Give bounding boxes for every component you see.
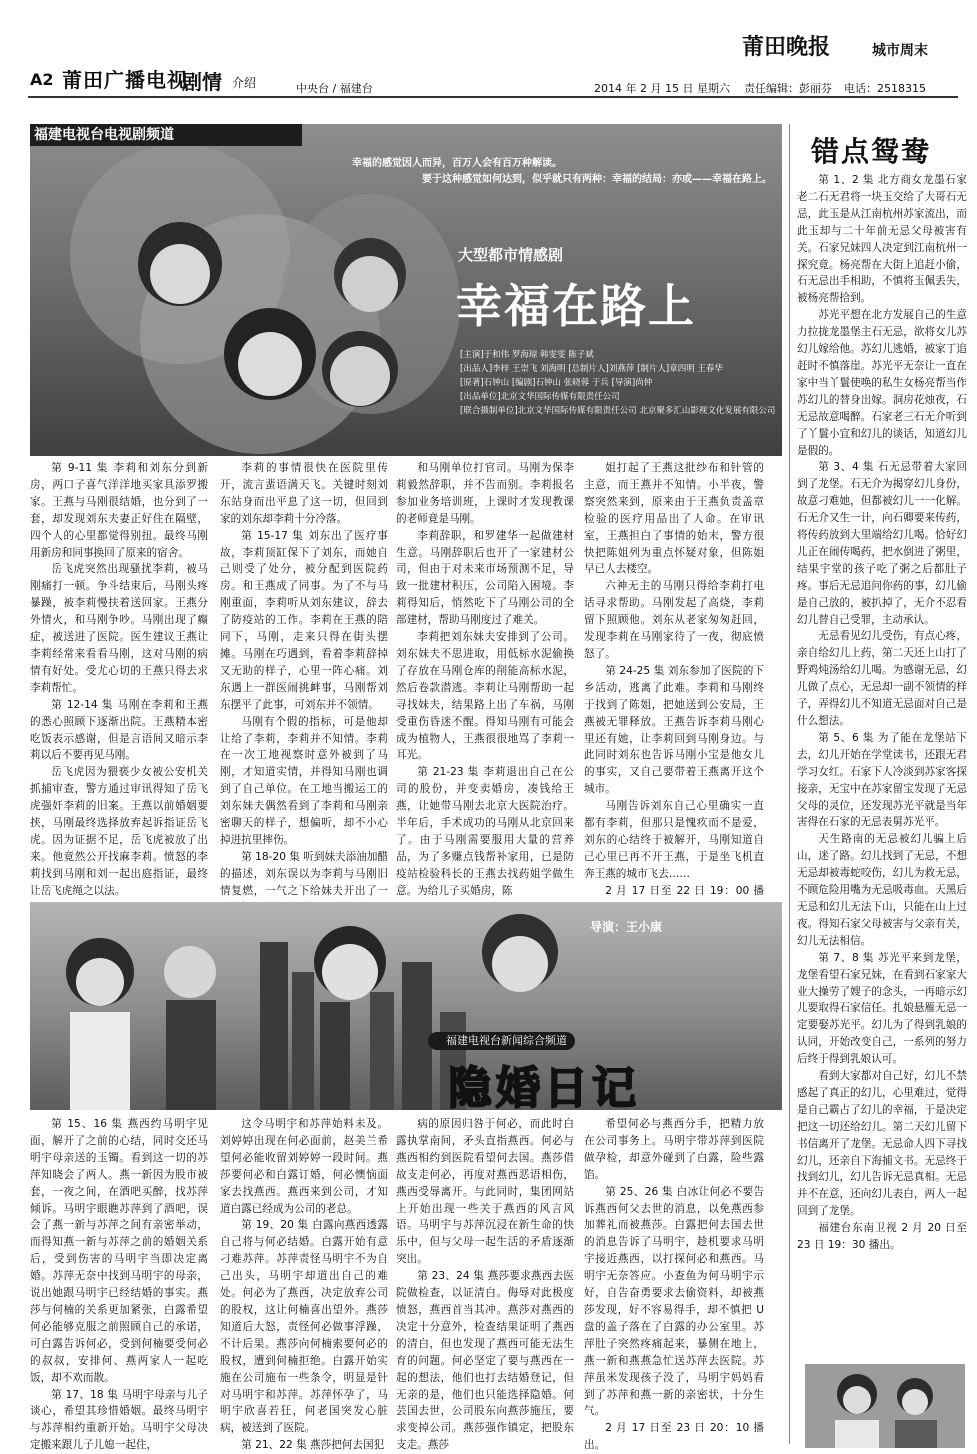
paragraph: 2 月 17 日至 22 日 19：00 播: [584, 883, 764, 917]
paragraph: 第 15、16 集 燕西约马明宇见面，解开了之前的心结，同时交还马明宇母亲送的玉镯。看到这一切的苏萍知晓会了两人。燕一新因为股市被套，一夜之间，在酒吧买醉，找苏萍倾诉。马明宇眼瞧苏萍到了酒吧，误会了燕一新与苏萍之间有亲密举动，而得知燕一新与苏萍之前的婚姻关系后，受到伤害的马明宇当即决定离婚。苏萍无奈中找到马明宇的母亲，说出她跟马明宇已经结婚的事实。燕莎与何楠的关系更加紧张，白露希望何必能够克服之前照顾自己的承诺，可白露告诉何必，受到何楠要受何必的叔叔，安排何、燕两家人一起吃饭，却不欢而散。: [30, 1116, 208, 1387]
paragraph: 苏光平想在北方发展自己的生意力拉拢龙墨堡主石无忌，欲将女儿苏幻儿嫁给他。苏幻儿逃婚，被家丁追赶时不慎落崖。苏光平无奈让一直在家中当丫鬟使唤的私生女杨亮帮当作苏幻儿的替身出嫁。洞房花烛夜，石无忌故意喝醉。石家老三石无介听到了丫鬟小宜和幻儿的谈话，知道幻儿是假的。: [797, 307, 967, 459]
article1-column: [584, 460, 764, 880]
page-number: A2: [30, 70, 54, 89]
paragraph: 第 21、22 集 燕莎把何去国犯: [220, 1437, 388, 1454]
paragraph: 看到大家都对自己好，幻儿不禁感起了真正的幻儿，心里难过，觉得是自己霸占了幻儿的幸福，于是决定把这一切还给幻儿。第二天幻儿留下书信离开了龙堡。无忌命人四下寻找幻儿，还亲自下海捕文书。无忌终于找到幻儿，幻儿告诉无忌真相。无忌并不在意，还向幻儿表白，两人一起回到了龙堡。: [797, 1068, 967, 1220]
paragraph: 病的原因归咎于何必，而此时白露执掌南间，矛头直指燕西。何必与燕西相约到医院看望何去国。燕莎借故支走何必，再度对燕西恶语相伤，燕西受辱离开。与此同时，集团网站上开始出现一些关于燕西的风言风语。马明宇与苏萍沉浸在新生命的快乐中，但与父母一起生活的矛盾逐渐突出。: [396, 1116, 574, 1268]
paragraph: 姐打起了王燕这批纱布和针管的主意，而王燕并不知情。小半夜，警察突然来到，原来由于王燕负责盖章检验的医疗用品出了人命。在审讯室，王燕担白了事情的始末，警方很快把陈姐列为重点怀疑对象，但陈姐早已人去楼空。: [584, 460, 764, 578]
sidebar-photo: [805, 1364, 965, 1448]
credit-line: [原著]石钟山 [编剧]石钟山 张晓蓉 于兵 [导演]尚钟: [460, 376, 775, 390]
paragraph: 第 21-23 集 李莉退出自己在公司的股份，并变卖婚房，凑钱给王燕，让她带马刚去北京大医院治疗。半年后，手术成功的马刚从北京回来了。由于马刚需要服用大量的营养品，为了多赚点钱帮补家用，已是防疫站检验科长的王燕去找药姐学做生意。为给儿子买婚房，陈: [396, 764, 574, 899]
paragraph: 第 1、2 集 北方商女龙墨石家老二石无君将一块玉交给了大哥石无忌，此玉是从江南杭州苏家流出，而此玉却与二十年前无忌父母被害有关。石家兄妹四人决定到江南杭州一探究竟。杨亮帮在大街上追赶小偷，石无忌出手相助，不慎将玉佩丢失，被杨亮帮拾到。: [797, 172, 967, 307]
paragraph: 第 24-25 集 刘东参加了医院的下乡活动，逃离了此难。李莉和马刚终于找到了陈姐，把她送到公安局，王燕被无罪释放。王燕告诉李莉马刚心里还有她，让李莉回到马刚身边。与此同时刘东也告诉马刚小宝是他女儿的事实，又自己要带着王燕离开这个城市。: [584, 663, 764, 798]
paragraph: 第 25、26 集 白冰让何必不要告诉燕西何父去世的消息，以免燕西参加葬礼而被燕莎。白露把何去国去世的消息告诉了马明宇，趁机要求马明宇接近燕西，以打探何必和燕西。马明宇无奈答应。小查鱼为何马明宇示好，自告奋勇要求去偷资料，却被燕莎发现，好不容易得手，却不慎把 U 盘的盖子落在了白露的办公室里。苏萍肚子突然疼痛起来，暴侧在地上，燕一新和燕燕急忙送苏萍去医院。苏萍虽米发现孩子没了，马明宇妈妈看到了苏萍和燕一新的亲密状，十分生气。: [584, 1184, 764, 1421]
paragraph: 福建台东南卫视 2 月 20 日至 23 日 19：30 播出。: [797, 1220, 967, 1254]
genre: 大型都市情感剧: [458, 244, 563, 265]
article2-column: [584, 1116, 764, 1446]
credit-line: [出品人]李梓 王崇飞 刘海明 [总制片人]刘燕萍 [制片人]章四明 王春华: [460, 362, 775, 376]
paragraph: 马刚有个假的指标，可是他却让给了李莉，李莉并不知情。李莉在一次工地视察时意外被到了马刚，才知道实情，并得知马刚也调到了自己单位。在工地当搬运工的刘东妹夫偶然看到了李莉和马刚亲密聊天的样子，想偏听，却不小心掉进抗里摔伤。: [220, 714, 388, 849]
section-subtitle: 介绍: [232, 74, 256, 91]
paragraph: 第 7、8 集 苏光平来到龙堡，龙堡看望石家兄妹，在看到石家家大业大操劳了嫂子的念头，一再暗示幻儿要取得石家信任。扎娘悬雁无忌一定要娶苏光平。幻儿为了得到乳娘的认同，开始改变自己，一系列的努力后终于得到乳娘认可。: [797, 950, 967, 1068]
paragraph: 第 18-20 集 听到妹夫添油加醋的描述，刘东误以为李莉与马刚旧情复燃，一气之下给妹夫开出了一: [220, 849, 388, 917]
paragraph: 2 月 17 日至 23 日 20：10 播出。: [584, 1420, 764, 1454]
phone: 电话：2518315: [844, 80, 926, 96]
article1-column: [220, 460, 388, 880]
paragraph: 这令马明宇和苏萍始料未及。刘婷婷出现在何必面前，赵美兰希望何必能收留刘婷婷一段时间。燕莎要何必和白露订婚，何必懊恼面家去找燕西。燕西来到公司，才知道白露已经成为公司的老总。: [220, 1116, 388, 1217]
channel-tag: 福建电视台电视剧频道: [30, 124, 302, 146]
paragraph: 李莉的事情很快在医院里传开，流言蜚语满天飞。关键时刻刘东站身而出平息了这一切，但回到家的刘东却李莉十分冷落。: [220, 460, 388, 528]
article2-column: [220, 1116, 388, 1446]
tagline-2: 要于这种感觉如何达到，似乎就只有两种：幸福的结局：亦或——幸福在路上。: [422, 170, 772, 185]
paragraph: 希望何必与燕西分手，把精力放在公司事务上。马明宇带苏萍到医院做孕检，却意外碰到了白露，险些露馅。: [584, 1116, 764, 1184]
tagline-1: 幸福的感觉因人而异，百万人会有百万种解读。: [352, 154, 562, 169]
paragraph: 无忌看见幻儿受伤，有点心疼，亲自给幻儿上药，第二天还上山打了野鸡炖汤给幻儿喝。为感谢无忌，幻儿做了点心，无忌却一副不领情的样子，弄得幻儿不知道无忌面对自己是什么想法。: [797, 628, 967, 729]
paragraph: 第 15-17 集 刘东出了医疗事故，李莉顶缸保下了刘东，而她自己则受了处分，被分配到医院药房。和王燕成了同事。为了不与马刚重面，李莉听从刘东建议，辞去了防疫站的工作。李莉在王燕的陪同下，马刚，走来只得在街头摆摊。马刚在巧遇到，看着李莉辞掉又无助的样子，心里一阵心痛。刘东遇上一群医闹挑衅事，马刚帮刘东摆平了此事，可刘东并不领情。: [220, 528, 388, 714]
sidebar-title: 错点鸳鸯: [811, 130, 931, 170]
paragraph: 第 17、18 集 马明宇母亲与儿子谈心，希望其珍惜婚姻。最终马明宇与苏萍相约重新开始。马明宇父母决定搬来跟儿子儿媳一起住，: [30, 1387, 208, 1454]
paragraph: 第 23、24 集 燕莎要求燕西去医院做检查，以证清白。侮辱对此极度愤怒，燕西首当其冲。燕莎对燕西的决定十分意外，检查结果证明了燕西的清白，但也发现了燕西可能无法生育的问题。何必坚定了要与燕西在一起的想法，他们也打去结婚登记，但无亲的是，他们也只能选择隐婚。何芸国去世，公司股东向燕莎施压，要求变掉公司。燕莎强作镇定，把股东支走。燕莎: [396, 1268, 574, 1454]
paragraph: 第 3、4 集 石无忌带着大家回到了龙堡。石无介为揭穿幻儿身份，故意刁难她，但都被幻儿一一化解。石无介又生一计，向石卿要来传药，将传药放到大里端给幻儿喝。恰好幻儿正在闹传喝药，把水倒进了粥里，结果宇堂的孩子吃了粥之后都肚子疼。事后无忌追问你药的事，幻儿偷是自己放的，被扒掉了，无介不忍看幻儿替自己受罪，主动承认。: [797, 459, 967, 628]
paragraph: 马刚告诉刘东自己心里确实一直都有李莉，但那只是愧疚而不是爱，刘东的心结终于被解开，马刚知道自己心里已再不开王燕，于是坐飞机直奔王燕的城市飞去……: [584, 798, 764, 883]
channels: 中央台 / 福建台: [296, 80, 373, 96]
brand-side: 城市周末: [872, 40, 928, 60]
article2-column: [30, 1116, 208, 1446]
channel-tag-2: 福建电视台新闻综合频道: [428, 1032, 575, 1050]
paragraph: 第 19、20 集 白露向燕西透露自己将与何必结婚。白露开始有意刁难苏萍。苏萍责怪马明宇不为自己出头，马明宇却道出自己的难处。何必为了燕西，决定放弃公司的股权，这让何楠喜出望外。燕莎知道后大怒，责怪何必做事浮躁，不计后果。燕莎向何楠索要何必的股权，遭到何楠拒绝。白露开始实施在公司施布一些条令，明显是针对马明宇和苏萍。苏萍怀孕了，马明宇欣喜若狂，何老国突发心脏病，被送到了医院。: [220, 1217, 388, 1437]
paragraph: 岳飞虎突然出现骚扰李莉，被马刚痛打一顿。争斗结束后，马刚头疼暴躁，被李莉慢扶着送回家。王燕分外情火，和马刚争吵。马刚出现了癫症，被送进了医院。医生建议王燕让李莉经常来看看马刚，这对马刚的病情有好处。受尤心切的王燕只得去求李莉帮忙。: [30, 561, 208, 696]
sidebar-divider: [789, 124, 790, 1444]
paragraph: 李莉辞职，和罗建华一起做建材生意。马刚辞职后也开了一家建材公司，但由于对未来市场预测不足，导致一批建材积压，公司陷入困境。李莉得知后，悄然吃下了马刚公司的全部建材，帮助马刚度过了难关。: [396, 528, 574, 629]
issue-date: 2014 年 2 月 15 日 星期六: [594, 80, 730, 96]
article1-column: [396, 460, 574, 880]
section-title: 剧情: [182, 66, 222, 95]
brand-logo: 莆田晚报: [742, 30, 830, 61]
paragraph: 第 9-11 集 李莉和刘东分到新房，两口子喜气洋洋地买家具添罗搬家。王燕与马刚很结婚，也分到了一套，却发现刘东夫妻正好住在隔壁，四个人的心里都觉得别扭。最终马刚用新房和同事换回了原来的宿舍。: [30, 460, 208, 561]
editor: 责任编辑：彭丽芬: [744, 80, 832, 96]
credit-line: [主演]于和伟 罗海琼 韩雯雯 陈子斌: [460, 348, 775, 362]
credit-line: [出品单位]北京文华国际传媒有限责任公司: [460, 390, 775, 404]
paragraph: 天生路南的无忌被幻儿骗上后山，迷了路。幻儿找到了无忌，不想无忌却被毒蛇咬伤，幻儿为救无忌，不顾危险用嘴为无忌吸毒血。天黑后无忌和幻儿无法下山，只能在山上过夜。得知石家父母被害与父亲有关，幻儿无法相信。: [797, 831, 967, 949]
poster-photo: [30, 902, 782, 1110]
sidebar-article: [797, 124, 967, 1452]
newspaper-logo: 莆田广播电视: [62, 64, 188, 93]
page-header: [0, 0, 977, 110]
paragraph: 岳飞虎因为猥亵少女被公安机关抓捕审查，警方通过审讯得知了岳飞虎强奸李莉的旧案。王燕以前婚姻要挟，马刚最终选择放弃起诉指证岳飞虎。因为证据不足，岳飞虎被放了出来。他竟然公开找麻李莉。愤怒的李莉找到马刚和刘一起出庭指证，最终让岳飞虎绳之以法。: [30, 764, 208, 899]
drama-title: 幸福在路上: [456, 270, 696, 336]
sidebar-column: [797, 172, 967, 1392]
credits: [460, 348, 775, 418]
paragraph: 第 5、6 集 为了能在龙堡站下去，幻儿开始在学堂读书，还跟无君学习女红。石家下人冷淡到苏家客探接亲，无宝中在苏家留宝发现了无忌父母的灵位，还发现苏光平就是当年害得在石家的无忌表舅苏光平。: [797, 730, 967, 831]
header-rule: [28, 96, 958, 98]
paragraph: 李莉把刘东妹夫安排到了公司。刘东妹夫不思进取，用低标水泥偷换了存放在马刚仓库的削能高标水泥，然后卷款潜逃。李莉让马刚帮助一起寻找妹夫，结果路上出了车祸，马刚受重伤昏迷不醒。得知马刚有可能会成为植物人，王燕很很地骂了李莉一耳光。: [396, 629, 574, 764]
article1-column: [30, 460, 208, 880]
credit-line: [联合摄制单位]北京文华国际传媒有限责任公司 北京聚多汇山影视文化发展有限公司: [460, 404, 775, 418]
drama-poster-1: [30, 124, 782, 456]
drama-poster-2: [30, 902, 782, 1110]
article2-column: [396, 1116, 574, 1446]
paragraph: 六神无主的马刚只得给李莉打电话寻求帮助。马刚发起了高烧，李莉留下照顾他。刘东从老家匆匆赶回，发现李莉在马刚家待了一夜，彻底愤怒了。: [584, 578, 764, 663]
drama-title-2: 隐婚日记: [448, 1052, 640, 1116]
paragraph: 和马刚单位打官司。马刚为保李莉毅然辞职，并不告而别。李莉报名参加业务培训班，上课时才发现教课的老师竟是马刚。: [396, 460, 574, 528]
director: 导演：王小康: [590, 918, 662, 935]
paragraph: 第 12-14 集 马刚在李莉和王燕的悉心照顾下逐渐出院。王燕精本密吃饭表示感谢，但是言语间又暗示李莉以后不要再见马刚。: [30, 697, 208, 765]
